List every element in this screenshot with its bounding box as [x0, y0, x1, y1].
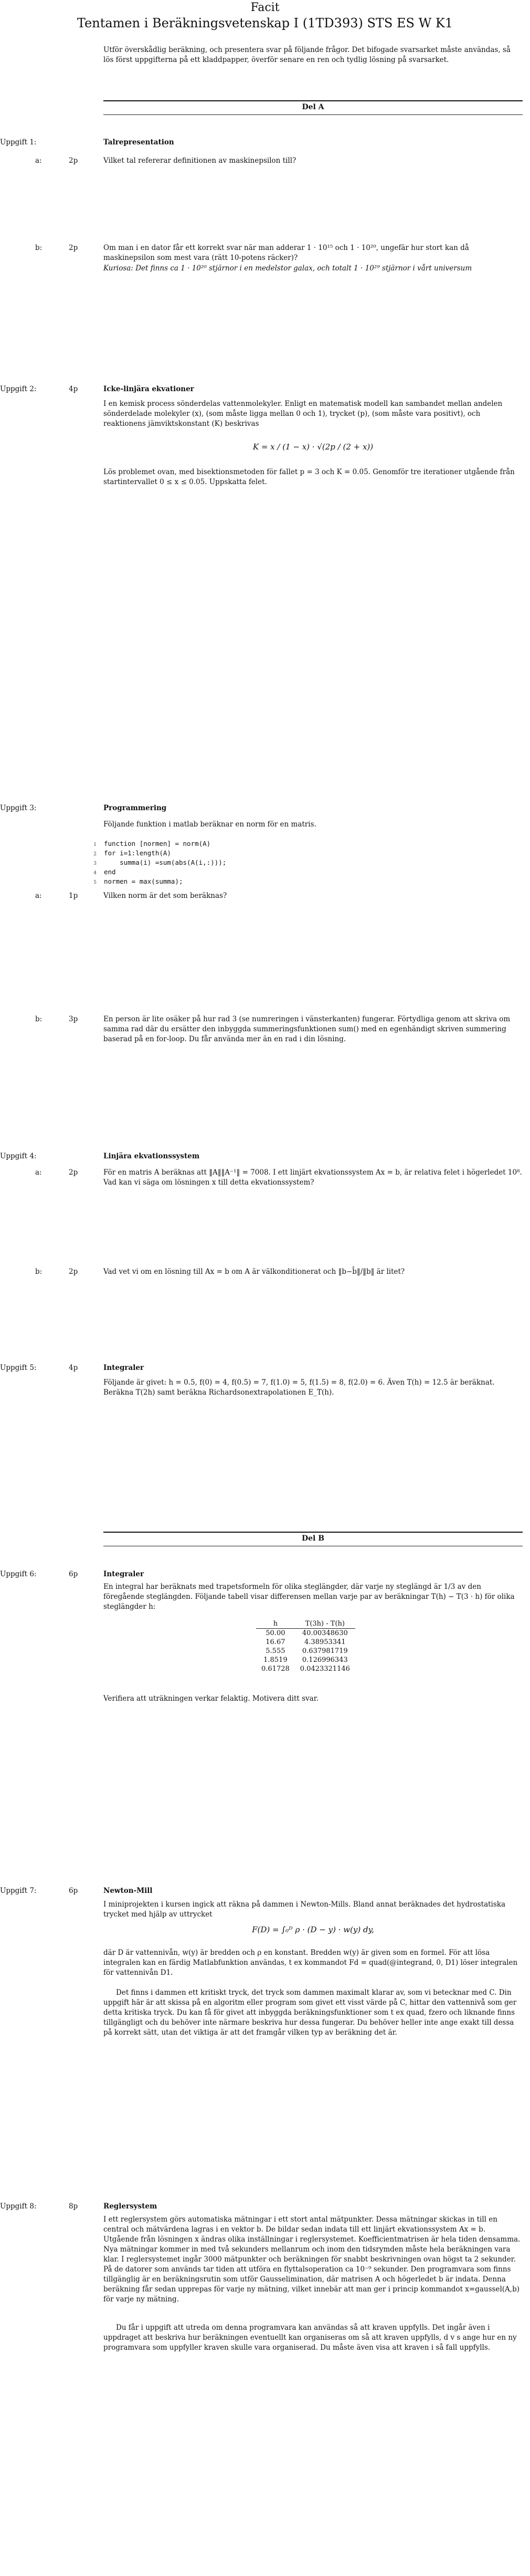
problem-4-title: Linjära ekvationssystem	[103, 1152, 200, 1160]
table-row: 1.8519 0.126996343	[263, 1656, 348, 1664]
problem-1-label: Uppgift 1:	[0, 138, 37, 146]
intro-text: Utför överskådlig beräkning, och presentera svar på följande frågor. Det bifogade svarsarket måste användas, så lös först uppgifterna på ett kladdpapper, överför senare en ren och tydlig lösning på svarsarket.	[103, 46, 511, 64]
problem-1b-text: Om man i en dator får ett korrekt svar när man adderar 1 · 10¹⁵ och 1 · 10²⁰, ungefär hur stort kan då maskinepsilon som mest vara (rätt 10-potens räcker)?	[103, 244, 469, 262]
code-line: 1 function [normen] = norm(A)	[93, 840, 211, 847]
problem-1b-points: 2p	[69, 244, 78, 252]
problem-8-text2: Du får i uppgift att utreda om denna programvara kan användas så att kraven uppfylls. Det ingår även i uppdraget att beskriva hur beräkningen eventuellt kan organiseras om så att kraven uppfylls, d v s ange hur en ny programvara som uppfyller kraven skulle vara organiserad. Du måste även visa att kraven i så fall uppfylls.	[103, 2323, 517, 2352]
problem-6-label: Uppgift 6:	[0, 1570, 37, 1578]
problem-4-label: Uppgift 4:	[0, 1152, 37, 1160]
problem-7-points: 6p	[69, 1887, 78, 1895]
table-row: 5.555 0.637981719	[266, 1647, 348, 1655]
problem-3a-label: a:	[35, 892, 42, 900]
section-a-title: Del A	[302, 103, 324, 111]
code-line: 2 for i=1:length(A)	[93, 849, 171, 857]
problem-6-title: Integraler	[103, 1570, 144, 1578]
problem-5-points: 4p	[69, 1364, 78, 1372]
problem-4a-text: För en matris A beräknas att ‖A‖‖A⁻¹‖ = 7008. I ett linjärt ekvationssystem Ax = b, är relativa felet i högerledet 10⁸. Vad kan vi säga om lösningen x till detta ekvationssystem?	[103, 1168, 522, 1187]
problem-4b-points: 2p	[69, 1268, 78, 1276]
problem-1-title: Talrepresentation	[103, 138, 174, 146]
section-a-rule-top	[103, 100, 523, 101]
problem-8-label: Uppgift 8:	[0, 2202, 37, 2211]
problem-1b-label: b:	[35, 244, 43, 252]
problem-2-points: 4p	[69, 385, 78, 393]
problem-2-label: Uppgift 2:	[0, 385, 37, 393]
problem-7-title: Newton-Mill	[103, 1887, 153, 1895]
difference-table	[256, 1619, 355, 1673]
problem-6-points: 6p	[69, 1570, 78, 1578]
problem-7-text: I miniprojekten i kursen ingick att räkna på dammen i Newton-Mills. Bland annat beräknades det hydrostatiska trycket med hjälp av uttrycket	[103, 1900, 506, 1919]
problem-4a-label: a:	[35, 1168, 42, 1177]
problem-8-text: I ett reglersystem görs automatiska mätningar i ett stort antal mätpunkter. Dessa mätningar skickas in till en central och mätvärdena lagras i en vektor b. De bildar sedan indata till ett linjärt ekvationssystem Ax = b. Utgående från lösningen x ändras olika inställningar i reglersystemet. Koefficientmatrisen är hela tiden densamma. Nya mätningar kommer in med två sekunders mellanrum och inom den tidsrymden måste hela beräkningen vara klar. I reglersystemet ingår 3000 mätpunkter och beräkningen för snabbt beskrivningen ovan högst ta 2 sekunder. På de datorer som används tar tiden att utföra en flyttalsoperation ca 10⁻⁹ sekunder. Den programvara som finns tillgänglig är en beräkningsrutin som utför Gausselimination, där matrisen A och högerledet b är indata. Denna beräkning får sedan upprepas för varje ny mätning, vilket innebär att man ger i princip kommandot x=gaussel(A,b) för varje ny mätning.	[103, 2215, 521, 2303]
problem-7-formula: F(D) = ∫₀ᴰ ρ · (D − y) · w(y) dy,	[252, 1925, 374, 1934]
problem-3-label: Uppgift 3:	[0, 804, 37, 812]
problem-2-text: I en kemisk process sönderdelas vattenmolekyler. Enligt en matematisk modell kan sambandet mellan andelen sönderdelade molekyler (x), (som måste ligga mellan 0 och 1), trycket (p), (som måste vara positivt), och reaktionens jämviktskonstant (K) beskrivas	[103, 400, 503, 428]
code-block	[89, 838, 226, 885]
section-b-title: Del B	[301, 1534, 325, 1543]
problem-1b-note: Kuriosa: Det finns ca 1 · 10²⁰ stjärnor i en medelstor galax, och totalt 1 · 10²⁹ stjärnor i vårt universum	[103, 264, 472, 273]
problem-7-label: Uppgift 7:	[0, 1887, 37, 1895]
problem-1a-label: a:	[35, 156, 42, 165]
problem-4b-label: b:	[35, 1268, 43, 1276]
problem-3a-text: Vilken norm är det som beräknas?	[103, 892, 227, 900]
problem-3a-points: 1p	[69, 892, 78, 900]
header-facit: Facit	[250, 1, 280, 14]
problem-7-text2: där D är vattennivån, w(y) är bredden och ρ en konstant. Bredden w(y) är given som en formel. För att lösa integralen kan en färdig Matlabfunktion användas, t ex kommandot Fd = quad(@integrand, 0, D1) löser integralen för vattennivån D1.	[103, 1949, 518, 1977]
table-header-h: h	[256, 1619, 295, 1629]
problem-3b-text: En person är lite osäker på hur rad 3 (se numreringen i vänsterkanten) fungerar. Förtydliga genom att skriva om samma rad där du ersätter den inbyggda summeringsfunktionen sum() med en egenhändigt skriven summering baserad på en for-loop. Du får använda mer än en rad i din lösning.	[103, 1015, 511, 1043]
problem-1a-text: Vilket tal refererar definitionen av maskinepsilon till?	[103, 156, 296, 165]
problem-7-text3: Det finns i dammen ett kritiskt tryck, det tryck som dammen maximalt klarar av, som vi betecknar med C. Din uppgift här är att skissa på en algoritm eller program som givet ett visst värde på C, hittar den vattennivå som ger detta kritiska tryck. Du kan få för givet att inbyggda beräkningsfunktioner som t ex quad, fzero och liknande finns tillgängligt och du behöver inte närmare beskriva hur dessa fungerar. Du behöver heller inte ange exakt till dessa på korrekt sätt, utan det viktiga är att det framgår vilken typ av beräkning det är.	[103, 1988, 517, 2037]
problem-3b-points: 3p	[69, 1015, 78, 1023]
problem-3b-label: b:	[35, 1015, 43, 1023]
problem-5-text: Följande är givet: h = 0.5, f(0) = 4, f(0.5) = 7, f(1.0) = 5, f(1.5) = 8, f(2.0) = 6. Även T(h) = 12.5 är beräknat. Beräkna T(2h) samt beräkna Richardsonextrapolationen E_T(h).	[103, 1378, 495, 1397]
section-b-rule-top	[103, 1532, 523, 1533]
section-a-rule-bottom	[103, 114, 523, 115]
table-row: 16.67 4.38953341	[266, 1638, 346, 1646]
problem-8-title: Reglersystem	[103, 2202, 157, 2211]
code-line: 4 end	[93, 868, 116, 876]
table-row: 50.00 40.00348630	[266, 1629, 348, 1637]
problem-5-title: Integraler	[103, 1364, 144, 1372]
problem-4a-points: 2p	[69, 1168, 78, 1177]
problem-3-text: Följande funktion i matlab beräknar en norm för en matris.	[103, 820, 316, 829]
table-header-row	[256, 1619, 355, 1629]
problem-1a-points: 2p	[69, 156, 78, 165]
table-header-diff: T(3h) - T(h)	[295, 1619, 355, 1629]
code-line: 5 normen = max(summa);	[93, 877, 183, 885]
problem-3-title: Programmering	[103, 804, 167, 812]
problem-6-text2: Verifiera att uträkningen verkar felaktig. Motivera ditt svar.	[103, 1694, 319, 1703]
table-row: 0.61728 0.0423321146	[261, 1665, 350, 1673]
problem-2-text2: Lös problemet ovan, med bisektionsmetoden för fallet p = 3 och K = 0.05. Genomför tre iterationer utgående från startintervallet 0 ≤ x ≤ 0.05. Uppskatta felet.	[103, 468, 515, 486]
problem-2-title: Icke-linjära ekvationer	[103, 385, 194, 393]
page-title: Tentamen i Beräkningsvetenskap I (1TD393) STS ES W K1	[77, 16, 453, 30]
problem-6-text: En integral har beräknats med trapetsformeln för olika steglängder, där varje ny steglängd är 1/3 av den föregående steglängden. Följande tabell visar differensen mellan varje par av beräkningar T(h) − T(3 · h) för olika steglängder h:	[103, 1583, 515, 1611]
problem-4b-text: Vad vet vi om en lösning till Ax = b om A är välkonditionerat och ‖b−b̂‖/‖b‖ är litet?	[103, 1268, 405, 1276]
problem-5-label: Uppgift 5:	[0, 1364, 37, 1372]
problem-2-formula: K = x / (1 − x) · √(2p / (2 + x))	[252, 442, 374, 452]
problem-8-points: 8p	[69, 2202, 78, 2211]
code-line: 3 summa(i) =sum(abs(A(i,:)));	[93, 858, 227, 866]
